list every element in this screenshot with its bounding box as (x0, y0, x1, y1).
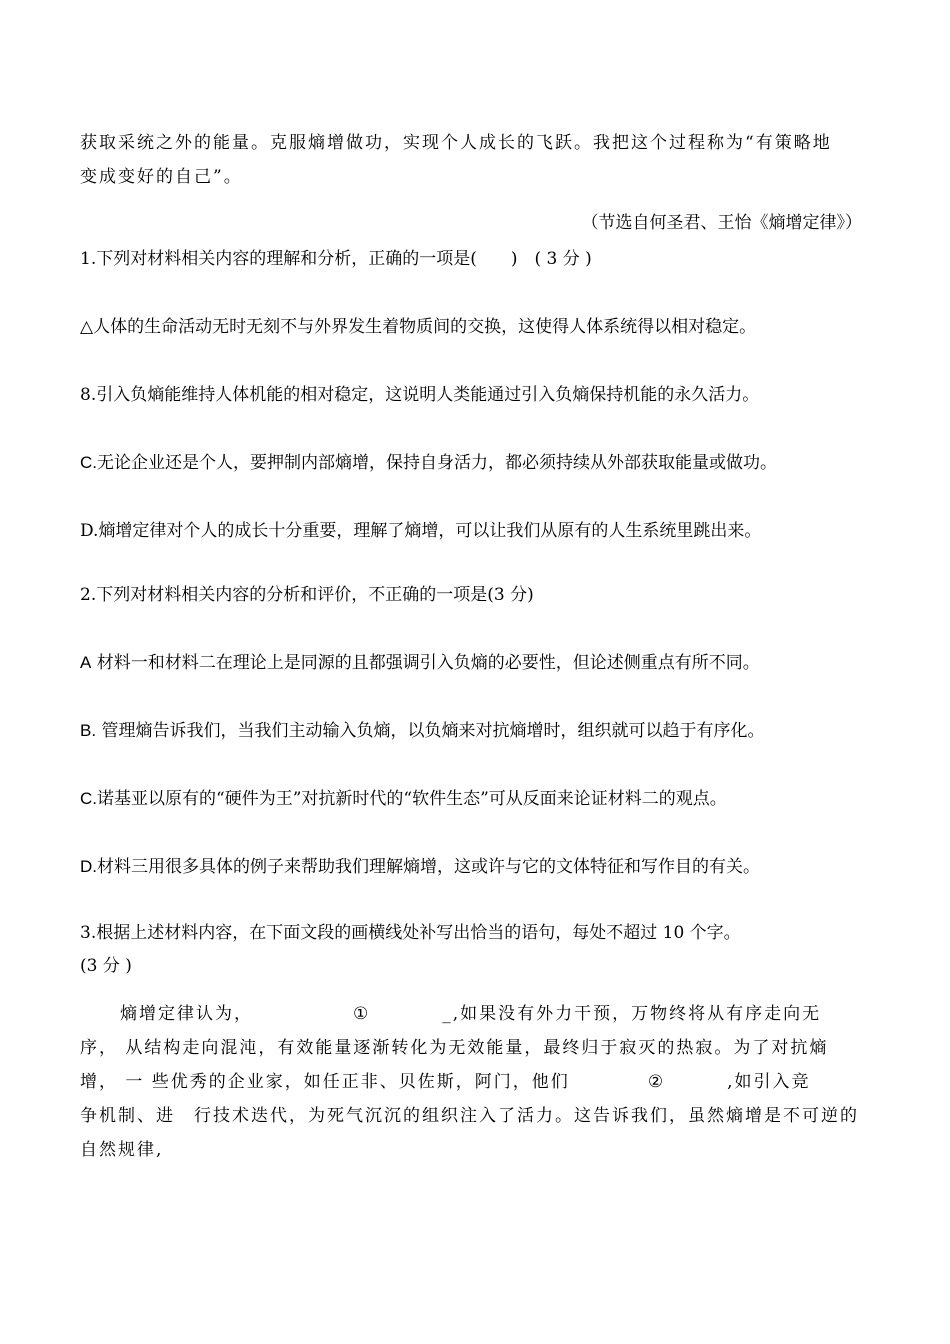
question-1-option-d (80, 520, 761, 542)
question-2-option-a (80, 652, 760, 674)
passage-text: ,如引入竞 (727, 1072, 811, 1092)
question-2-option-c (80, 788, 727, 810)
option-label: A (80, 653, 92, 672)
passage-line-2: 序， 从结构走向混沌，有效能量逐渐转化为无效能量，最终归于寂灭的热寂。为了对抗熵 (80, 1038, 829, 1058)
option-label: D. (80, 521, 99, 541)
question-1-stem: 1.下列对材料相关内容的理解和分析，正确的一项是( ) ( 3 分 ) (80, 249, 592, 269)
option-text: 引入负熵能维持人体机能的相对稳定，这说明人类能通过引入负熵保持机能的永久活力。 (96, 385, 760, 405)
option-text: 管理熵告诉我们，当我们主动输入负熵，以负熵来对抗熵增时，组织就可以趋于有序化。 (96, 721, 765, 741)
intro-line-2: 变成变好的自己”。 (80, 167, 243, 187)
option-label: △ (80, 317, 94, 337)
intro-line-1: 获取采统之外的能量。克服熵增做功，实现个人成长的飞跃。我把这个过程称为“有策略地 (80, 133, 832, 153)
option-label: D. (80, 857, 97, 876)
option-text: 熵增定律对个人的成长十分重要，理解了熵增，可以让我们从原有的人生系统里跳出来。 (98, 521, 762, 541)
passage-text: 熵增定律认为， (120, 1004, 253, 1024)
option-label: B. (80, 721, 97, 740)
passage-line-4: 争机制、进 行技术迭代，为死气沉沉的组织注入了活力。这告诉我们，虽然熵增是不可逆的 (80, 1106, 859, 1126)
question-3-stem: 3.根据上述材料内容，在下面文段的画横线处补写出恰当的语句，每处不超过 10 个字。 (80, 923, 741, 943)
question-2-stem: 2.下列对材料相关内容的分析和评价，不正确的一项是(3 分) (80, 585, 534, 605)
option-text: 材料三用很多具体的例子来帮助我们理解熵增，这或许与它的文体特征和写作目的有关。 (97, 857, 760, 877)
passage-text: 增， 一 些优秀的企业家，如任正非、贝佐斯，阿门，他们 (80, 1072, 570, 1092)
question-1-option-b (80, 384, 759, 406)
question-2-option-d (80, 856, 760, 878)
question-3-score: (3 分 ) (80, 956, 132, 976)
option-label: C. (80, 453, 97, 472)
passage-line-1 (120, 1003, 821, 1025)
option-label: 8. (80, 385, 97, 405)
source-citation: （节选自何圣君、王怡《熵增定律》） (581, 213, 862, 233)
passage-line-5: 自然规律, (80, 1140, 164, 1160)
question-1-option-c (80, 452, 777, 474)
passage-text: _,如果没有外力干预，万物终将从有序走向无 (442, 1004, 822, 1024)
blank-marker-1: ① (353, 1004, 371, 1024)
blank-marker-2: ② (647, 1072, 666, 1092)
passage-line-3 (80, 1071, 810, 1093)
option-label: C. (80, 789, 97, 808)
option-text: 人体的生命活动无时无刻不与外界发生着物质间的交换，这使得人体系统得以相对稳定。 (93, 317, 757, 337)
option-text: 诺基亚以原有的“硬件为王”对抗新时代的“软件生态”可从反面来论证材料二的观点。 (97, 789, 727, 809)
option-text: 材料一和材料二在理论上是同源的且都强调引入负熵的必要性，但论述侧重点有所不同。 (91, 653, 760, 673)
option-text: 无论企业还是个人，要押制内部熵增，保持自身活力，都必须持续从外部获取能量或做功。 (97, 453, 777, 473)
question-2-option-b (80, 720, 764, 742)
question-1-option-a (80, 316, 756, 338)
